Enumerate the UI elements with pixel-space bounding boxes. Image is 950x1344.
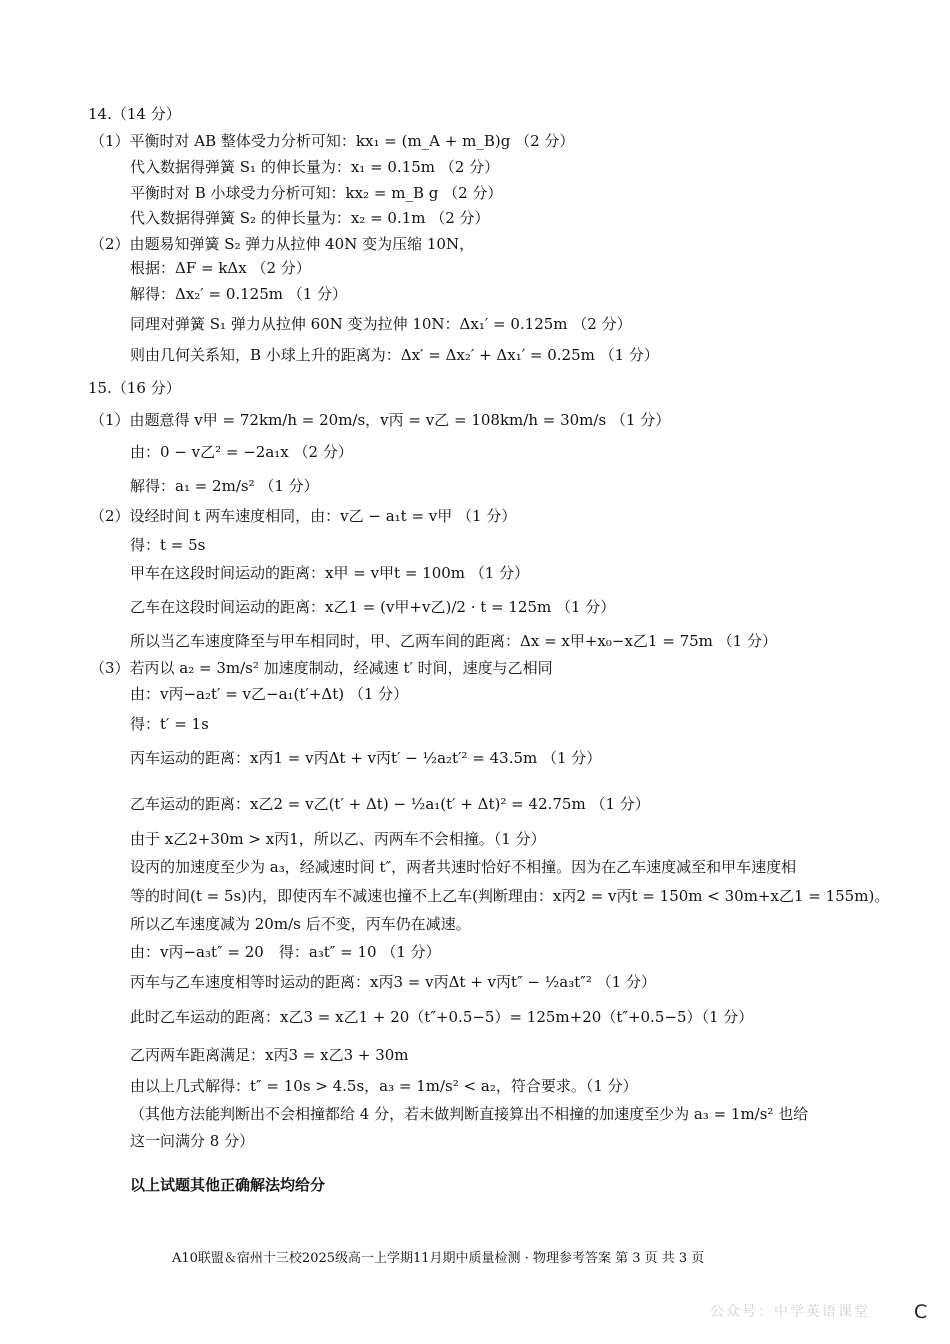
q15-line: （其他方法能判断出不会相撞都给 4 分，若未做判断直接算出不相撞的加速度至少为 a₃ = 1m/s² 也给 xyxy=(130,1105,809,1123)
q15-title: 15.（16 分） xyxy=(88,379,181,397)
q15-line: 这一问满分 8 分） xyxy=(130,1132,255,1150)
q15-line: 乙车在这段时间运动的距离：x乙1 = (v甲+v乙)/2 · t = 125m （1 分） xyxy=(130,598,616,616)
q15-line: 丙车与乙车速度相等时运动的距离：x丙3 = v丙Δt + v丙t″ − ½a₃t″² （1 分） xyxy=(130,973,656,991)
q15-line: 此时乙车运动的距离：x乙3 = x乙1 + 20（t″+0.5−5）= 125m+20（t″+0.5−5）（1 分） xyxy=(130,1008,754,1026)
q14-line: 根据：ΔF = kΔx （2 分） xyxy=(130,259,311,277)
q15-line: 由：v丙−a₃t″ = 20 得：a₃t″ = 10 （1 分） xyxy=(130,943,441,961)
q14-line: 则由几何关系知，B 小球上升的距离为：Δx′ = Δx₂′ + Δx₁′ = 0.25m （1 分） xyxy=(130,346,659,364)
q14-line: （2）由题易知弹簧 S₂ 弹力从拉伸 40N 变为压缩 10N， xyxy=(90,235,475,253)
q15-line: 由于 x乙2+30m > x丙1，所以乙、丙两车不会相撞。（1 分） xyxy=(130,830,546,848)
q15-line: （2）设经时间 t 两车速度相同，由：v乙 − a₁t = v甲 （1 分） xyxy=(90,507,517,525)
q14-line: 代入数据得弹簧 S₁ 的伸长量为：x₁ = 0.15m （2 分） xyxy=(130,158,500,176)
q14-line: （1）平衡时对 AB 整体受力分析可知：kx₁ = (m_A + m_B)g （2 分） xyxy=(90,132,575,150)
closing-note: 以上试题其他正确解法均给分 xyxy=(130,1176,326,1194)
q15-line: 设丙的加速度至少为 a₃，经减速时间 t″，两者共速时恰好不相撞。因为在乙车速度减至和甲车速度相 xyxy=(130,858,797,876)
q14-line: 同理对弹簧 S₁ 弹力从拉伸 60N 变为拉伸 10N：Δx₁′ = 0.125m （2 分） xyxy=(130,315,632,333)
q15-line: 得：t′ = 1s xyxy=(130,715,209,733)
q15-line: 解得：a₁ = 2m/s² （1 分） xyxy=(130,477,319,495)
q14-line: 代入数据得弹簧 S₂ 的伸长量为：x₂ = 0.1m （2 分） xyxy=(130,209,490,227)
q15-line: 所以乙车速度减为 20m/s 后不变，丙车仍在减速。 xyxy=(130,915,471,933)
q15-line: 等的时间(t = 5s)内，即使丙车不减速也撞不上乙车(判断理由：x丙2 = v丙t = 150m < 30m+x乙1 = 155m)。 xyxy=(130,887,890,905)
q15-line: 丙车运动的距离：x丙1 = v丙Δt + v丙t′ − ½a₂t′² = 43.5m （1 分） xyxy=(130,749,602,767)
watermark: 公众号：中学英语课堂 xyxy=(710,1304,870,1320)
q14-line: 解得：Δx₂′ = 0.125m （1 分） xyxy=(130,285,348,303)
q14-title: 14.（14 分） xyxy=(88,105,181,123)
q15-line: 由：v丙−a₂t′ = v乙−a₁(t′+Δt) （1 分） xyxy=(130,685,409,703)
page-footer: A10联盟＆宿州十三校2025级高一上学期11月期中质量检测 · 物理参考答案 第 3 页 共 3 页 xyxy=(172,1251,705,1266)
corner-mark: C xyxy=(914,1301,928,1323)
q15-line: （3）若丙以 a₂ = 3m/s² 加速度制动，经减速 t′ 时间，速度与乙相同 xyxy=(90,659,553,677)
q15-line: 甲车在这段时间运动的距离：x甲 = v甲t = 100m （1 分） xyxy=(130,564,530,582)
q15-line: 由以上几式解得：t″ = 10s > 4.5s，a₃ = 1m/s² < a₂，符合要求。（1 分） xyxy=(130,1077,638,1095)
q14-line: 平衡时对 B 小球受力分析可知：kx₂ = m_B g （2 分） xyxy=(130,184,503,202)
q15-line: 由：0 − v乙² = −2a₁x （2 分） xyxy=(130,443,353,461)
q15-line: 乙车运动的距离：x乙2 = v乙(t′ + Δt) − ½a₁(t′ + Δt)² = 42.75m （1 分） xyxy=(130,795,650,813)
q15-line: （1）由题意得 v甲 = 72km/h = 20m/s，v丙 = v乙 = 108km/h = 30m/s （1 分） xyxy=(90,411,671,429)
q15-line: 乙丙两车距离满足：x丙3 = x乙3 + 30m xyxy=(130,1046,409,1064)
q15-line: 所以当乙车速度降至与甲车相同时，甲、乙两车间的距离：Δx = x甲+x₀−x乙1 = 75m （1 分） xyxy=(130,632,777,650)
q15-line: 得：t = 5s xyxy=(130,536,206,554)
